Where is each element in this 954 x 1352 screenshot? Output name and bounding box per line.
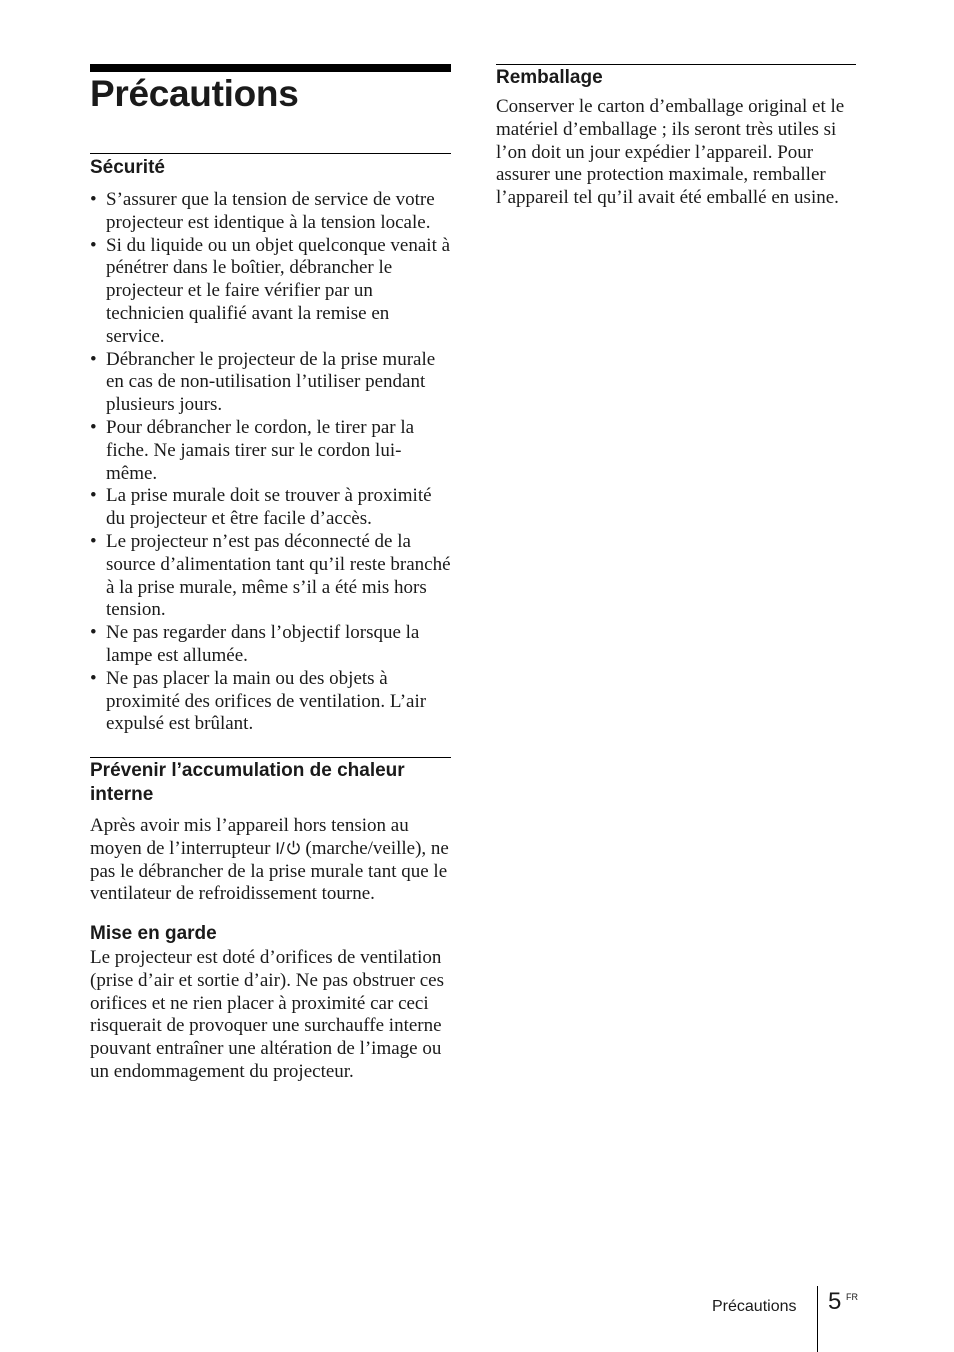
section-chaleur <box>90 757 451 906</box>
bullet-icon: • <box>90 530 97 552</box>
section-mise-en-garde <box>90 922 451 1084</box>
bullet-icon: • <box>90 189 97 210</box>
chaleur-text-end: (marche/veille), ne pas le débrancher de la prise murale tant que le ventilateur de refroidissement tourne. <box>90 837 449 905</box>
section-heading-remballage: Remballage <box>496 67 603 88</box>
list-item-text: Ne pas regarder dans l’objectif lorsque la lampe est allumée. <box>106 622 420 666</box>
section-securite <box>90 153 451 736</box>
securite-list <box>90 189 451 736</box>
chaleur-paragraph <box>90 815 451 906</box>
language-code: FR <box>846 1292 858 1302</box>
page-title: Précautions <box>90 73 299 114</box>
chaleur-text-start: Après avoir mis l’appareil hors tension au moyen de l’interrupteur <box>90 815 409 859</box>
section-rule <box>90 153 451 154</box>
list-item-text: Ne pas placer la main ou des objets à proximité des orifices de ventilation. L’air expulsé est brûlant. <box>106 667 427 735</box>
list-item-text: Le projecteur n’est pas déconnecté de la source d’alimentation tant qu’il reste branché à la prise murale, même s’il a été mis hors tension. <box>106 530 451 621</box>
section-rule <box>496 64 856 65</box>
footer-section-label: Précautions <box>712 1298 797 1315</box>
bullet-icon: • <box>90 348 97 370</box>
mise-en-garde-paragraph: Le projecteur est doté d’orifices de ventilation (prise d’air et sortie d’air). Ne pas obstruer ces orifices et ne rien placer à proximité car ceci risquerait de provoquer une surchauffe interne pouvant entraîner une altération de l’image ou un endommagement du projecteur. <box>90 947 444 1082</box>
page-number: 5 <box>828 1288 842 1315</box>
list-item <box>90 668 451 736</box>
list-item-text: S’assurer que la tension de service de votre projecteur est identique à la tension locale. <box>106 189 435 233</box>
list-item <box>90 531 451 622</box>
list-item-text: La prise murale doit se trouver à proximité du projecteur et être facile d’accès. <box>106 485 432 530</box>
list-item-text: Si du liquide ou un objet quelconque venait à pénétrer dans le boîtier, débrancher le projecteur et le faire vérifier par un technicien qualifié avant la remise en service. <box>106 234 451 347</box>
title-bar <box>90 64 451 72</box>
bullet-icon: • <box>90 485 97 507</box>
list-item-text: Pour débrancher le cordon, le tirer par la fiche. Ne jamais tirer sur le cordon lui-même. <box>106 416 415 484</box>
list-item <box>90 189 451 235</box>
switch-symbol: I/ <box>275 838 285 858</box>
list-item-text: Débrancher le projecteur de la prise murale en cas de non-utilisation l’utiliser pendant plusieurs jours. <box>106 348 436 416</box>
list-item <box>90 622 451 668</box>
bullet-icon: • <box>90 667 97 689</box>
section-heading-securite: Sécurité <box>90 157 165 178</box>
list-item <box>90 417 451 485</box>
list-item <box>90 235 451 349</box>
remballage-paragraph: Conserver le carton d’emballage original et le matériel d’emballage ; ils seront très utiles si l’on doit un jour expédier l’appareil. Pour assurer une protection maximale, remballer l’appareil tel qu’il avait été emballé en usine. <box>496 96 845 209</box>
section-remballage <box>496 64 856 210</box>
section-heading-chaleur: Prévenir l’accumulation de chaleur interne <box>90 760 405 805</box>
bullet-icon: • <box>90 622 97 644</box>
bullet-icon: • <box>90 234 97 256</box>
bullet-icon: • <box>90 416 97 438</box>
power-standby-icon <box>286 839 301 854</box>
footer-divider <box>817 1286 818 1352</box>
list-item <box>90 485 451 531</box>
list-item <box>90 349 451 417</box>
section-rule <box>90 757 451 758</box>
subsection-heading-mise-en-garde: Mise en garde <box>90 923 217 944</box>
